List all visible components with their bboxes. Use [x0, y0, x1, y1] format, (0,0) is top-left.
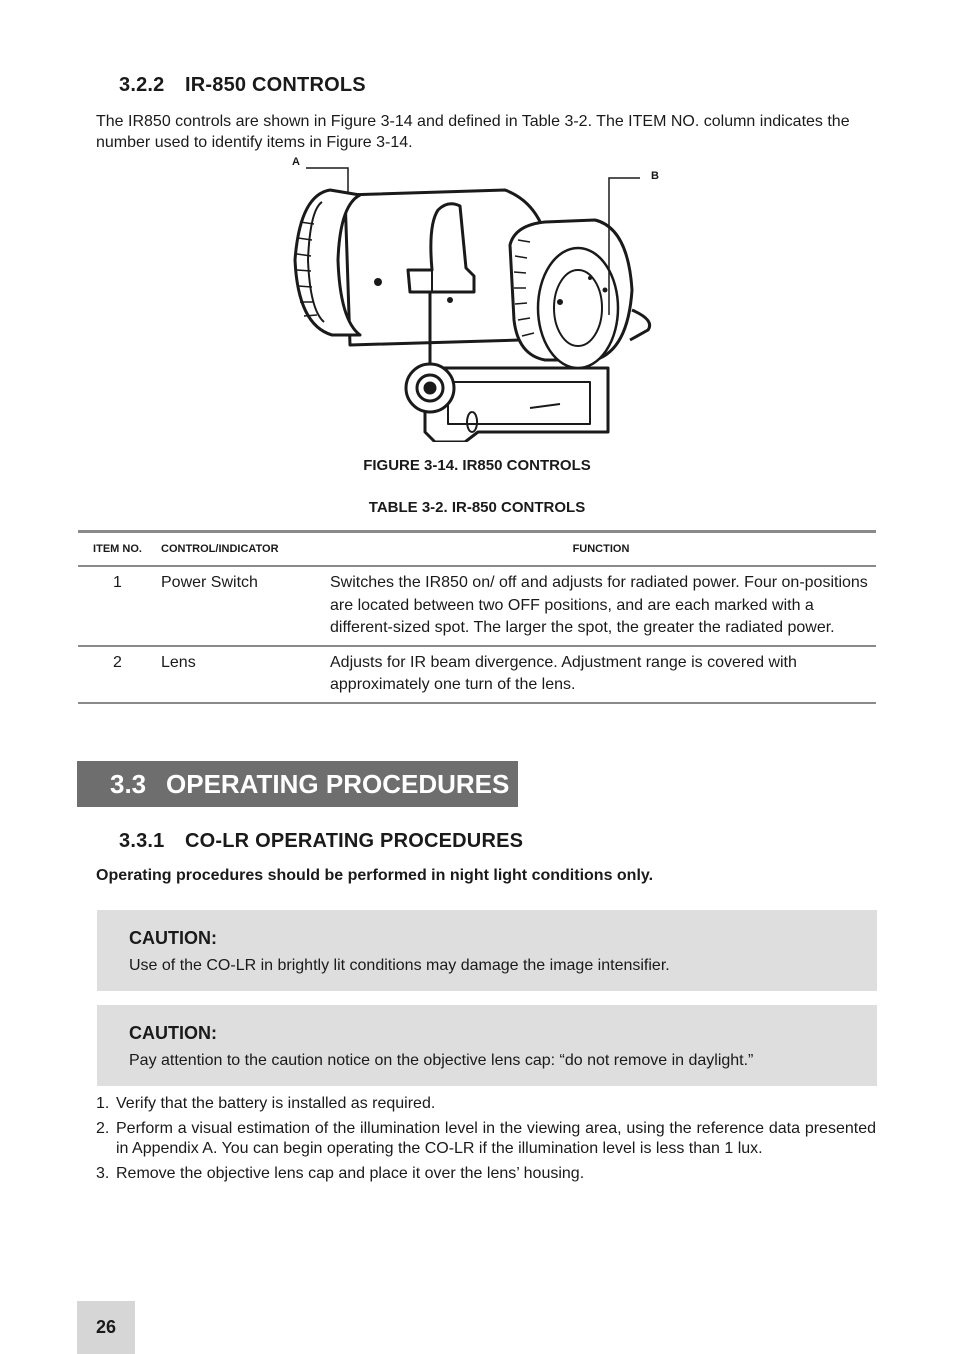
- ir850-figure: [260, 150, 680, 442]
- cell-control: Lens: [157, 646, 326, 703]
- figure-caption: FIGURE 3-14. IR850 CONTROLS: [363, 457, 591, 474]
- caution-text: Pay attention to the caution notice on the objective lens cap: “do not remove in daylight.”: [129, 1052, 754, 1069]
- section-heading-3-3-1: [119, 830, 523, 853]
- step-number: 2.: [96, 1119, 110, 1137]
- step-number: 3.: [96, 1164, 110, 1182]
- cell-item-no: 1: [78, 566, 157, 646]
- table-caption: TABLE 3-2. IR-850 CONTROLS: [368, 499, 586, 516]
- section-title: IR-850 CONTROLS: [185, 74, 366, 96]
- controls-table: [78, 530, 876, 704]
- section-heading-3-2-2: [119, 74, 366, 97]
- ir850-illustration: [260, 150, 680, 442]
- list-item: [96, 1164, 876, 1185]
- section-banner-3-3: [77, 761, 518, 807]
- caution-box: [97, 1005, 877, 1086]
- cell-control: Power Switch: [157, 566, 326, 646]
- table-header-row: [78, 532, 876, 567]
- caution-box: [97, 910, 877, 991]
- cell-item-no: 2: [78, 646, 157, 703]
- section-title: CO-LR OPERATING PROCEDURES: [185, 830, 524, 852]
- table-row: [78, 646, 876, 703]
- callout-label-b: B: [651, 170, 659, 182]
- section-number: 3.3.1: [119, 830, 165, 852]
- section-number: 3.3: [110, 769, 147, 799]
- col-header-item-no: ITEM NO.: [78, 532, 157, 567]
- step-text: Remove the objective lens cap and place it over the lens’ housing.: [116, 1164, 585, 1182]
- caution-text: Use of the CO-LR in brightly lit conditions may damage the image intensifier.: [129, 957, 670, 974]
- section-title: OPERATING PROCEDURES: [166, 769, 510, 799]
- cell-function: Switches the IR850 on/ off and adjusts for radiated power. Four on-positions are located between two OFF positions, and are each marked with a different-sized spot. The larger the spot, the greater the radiated power.: [326, 566, 876, 646]
- intro-paragraph: The IR850 controls are shown in Figure 3-14 and defined in Table 3-2. The ITEM NO. column indicates the number used to identify items in Figure 3-14.: [96, 113, 850, 151]
- col-header-function: FUNCTION: [326, 532, 876, 567]
- list-item: [96, 1094, 876, 1115]
- callout-label-a: A: [292, 156, 300, 168]
- page-number: 26: [77, 1301, 135, 1354]
- cell-function: Adjusts for IR beam divergence. Adjustment range is covered with approximately one turn of the lens.: [326, 646, 876, 703]
- step-text: Verify that the battery is installed as required.: [116, 1095, 436, 1112]
- step-number: 1.: [96, 1095, 110, 1112]
- caution-title: CAUTION:: [129, 928, 217, 948]
- night-light-note: Operating procedures should be performed in night light conditions only.: [96, 867, 654, 884]
- step-text: Perform a visual estimation of the illumination level in the viewing area, using the reference data presented in Appendix A. You can begin operating the CO-LR if the illumination level is less than 1 lux.: [116, 1119, 876, 1157]
- table-row: [78, 566, 876, 646]
- caution-title: CAUTION:: [129, 1023, 217, 1043]
- procedure-steps: [96, 1094, 876, 1188]
- col-header-control: CONTROL/INDICATOR: [157, 532, 326, 567]
- section-number: 3.2.2: [119, 74, 165, 96]
- list-item: [96, 1119, 876, 1160]
